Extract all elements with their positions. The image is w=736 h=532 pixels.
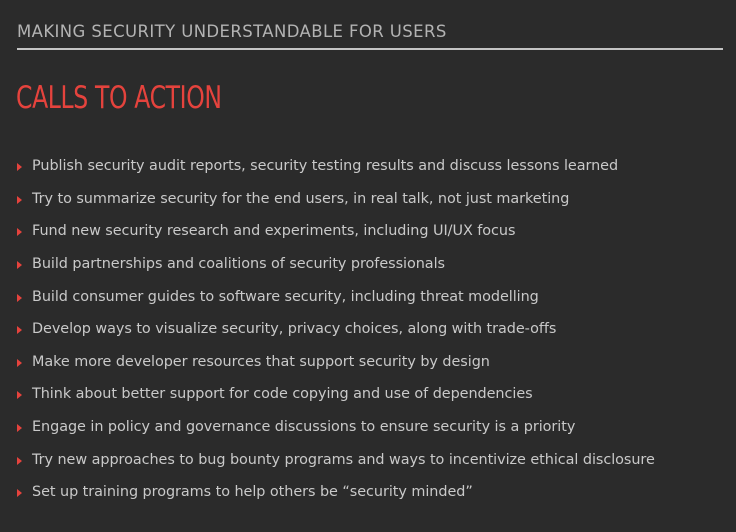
slide-title: CALLS TO ACTION	[16, 80, 222, 116]
bullet-text: Engage in policy and governance discussions to ensure security is a priority	[32, 419, 576, 436]
bullet-item	[17, 411, 655, 444]
bullet-arrow-icon	[17, 326, 22, 334]
bullet-item	[17, 280, 655, 313]
bullet-text: Try new approaches to bug bounty programs and ways to incentivize ethical disclosure	[32, 451, 655, 468]
bullet-item	[17, 476, 655, 509]
bullet-item	[17, 313, 655, 346]
bullet-arrow-icon	[17, 457, 22, 465]
bullet-item	[17, 248, 655, 281]
bullet-text: Fund new security research and experiments, including UI/UX focus	[32, 223, 516, 240]
bullet-arrow-icon	[17, 261, 22, 269]
bullet-arrow-icon	[17, 294, 22, 302]
bullet-text: Make more developer resources that support security by design	[32, 353, 490, 370]
header-divider	[17, 48, 723, 50]
bullet-arrow-icon	[17, 489, 22, 497]
bullet-arrow-icon	[17, 359, 22, 367]
bullet-item	[17, 215, 655, 248]
bullet-list	[17, 150, 655, 509]
bullet-item	[17, 346, 655, 379]
bullet-item	[17, 183, 655, 216]
bullet-item	[17, 378, 655, 411]
bullet-arrow-icon	[17, 424, 22, 432]
bullet-arrow-icon	[17, 228, 22, 236]
bullet-text: Set up training programs to help others be “security minded”	[32, 484, 473, 501]
bullet-text: Publish security audit reports, security testing results and discuss lessons learned	[32, 158, 619, 175]
bullet-text: Build consumer guides to software security, including threat modelling	[32, 288, 539, 305]
bullet-item	[17, 150, 655, 183]
bullet-text: Develop ways to visualize security, privacy choices, along with trade-offs	[32, 321, 557, 338]
bullet-text: Try to summarize security for the end users, in real talk, not just marketing	[32, 190, 570, 207]
slide-header	[17, 21, 723, 50]
bullet-item	[17, 443, 655, 476]
bullet-arrow-icon	[17, 196, 22, 204]
bullet-text: Build partnerships and coalitions of security professionals	[32, 256, 445, 273]
bullet-text: Think about better support for code copying and use of dependencies	[32, 386, 533, 403]
bullet-arrow-icon	[17, 163, 22, 171]
header-title: MAKING SECURITY UNDERSTANDABLE FOR USERS	[17, 22, 447, 41]
bullet-arrow-icon	[17, 391, 22, 399]
